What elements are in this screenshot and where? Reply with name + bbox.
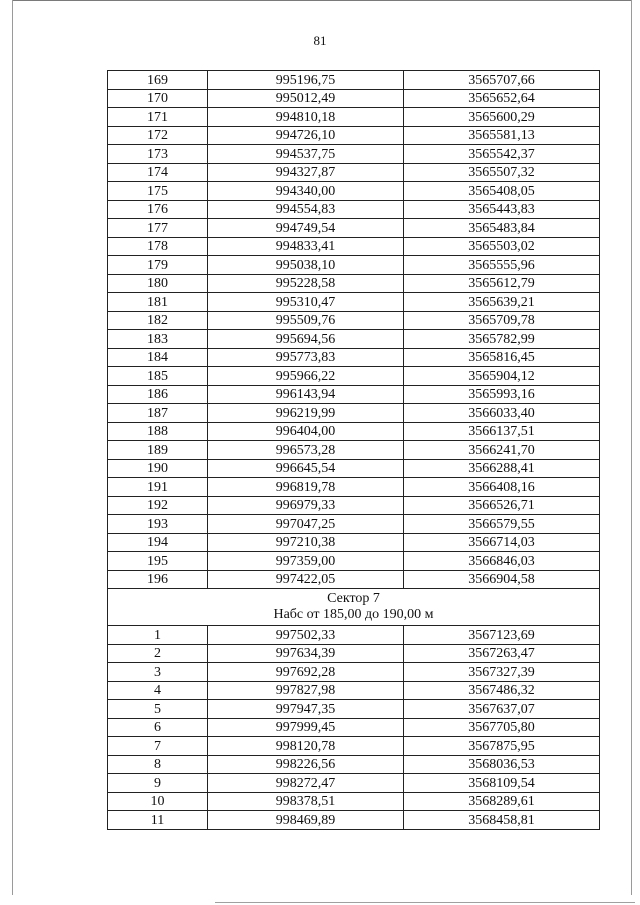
point-number-cell: 189 bbox=[108, 441, 208, 460]
sector-header-cell bbox=[108, 589, 600, 626]
y-coordinate-cell: 3568458,81 bbox=[404, 811, 600, 830]
x-coordinate-cell: 997047,25 bbox=[208, 515, 404, 534]
y-coordinate-cell: 3565707,66 bbox=[404, 71, 600, 90]
y-coordinate-cell: 3565555,96 bbox=[404, 256, 600, 275]
table-row bbox=[108, 755, 600, 774]
x-coordinate-cell: 995773,83 bbox=[208, 348, 404, 367]
point-number-cell: 192 bbox=[108, 496, 208, 515]
x-coordinate-cell: 996404,00 bbox=[208, 422, 404, 441]
point-number-cell: 194 bbox=[108, 533, 208, 552]
coordinates-body-top bbox=[108, 71, 600, 589]
point-number-cell: 173 bbox=[108, 145, 208, 164]
x-coordinate-cell: 997999,45 bbox=[208, 718, 404, 737]
point-number-cell: 178 bbox=[108, 237, 208, 256]
point-number-cell: 182 bbox=[108, 311, 208, 330]
y-coordinate-cell: 3565612,79 bbox=[404, 274, 600, 293]
point-number-cell: 169 bbox=[108, 71, 208, 90]
point-number-cell: 11 bbox=[108, 811, 208, 830]
y-coordinate-cell: 3566904,58 bbox=[404, 570, 600, 589]
y-coordinate-cell: 3566846,03 bbox=[404, 552, 600, 571]
table-row bbox=[108, 478, 600, 497]
x-coordinate-cell: 994327,87 bbox=[208, 163, 404, 182]
point-number-cell: 188 bbox=[108, 422, 208, 441]
y-coordinate-cell: 3565408,05 bbox=[404, 182, 600, 201]
table-row bbox=[108, 570, 600, 589]
y-coordinate-cell: 3566526,71 bbox=[404, 496, 600, 515]
x-coordinate-cell: 995228,58 bbox=[208, 274, 404, 293]
table-row bbox=[108, 700, 600, 719]
table-row bbox=[108, 663, 600, 682]
x-coordinate-cell: 996819,78 bbox=[208, 478, 404, 497]
x-coordinate-cell: 995966,22 bbox=[208, 367, 404, 386]
y-coordinate-cell: 3567263,47 bbox=[404, 644, 600, 663]
point-number-cell: 193 bbox=[108, 515, 208, 534]
table-row bbox=[108, 626, 600, 645]
y-coordinate-cell: 3567875,95 bbox=[404, 737, 600, 756]
y-coordinate-cell: 3565816,45 bbox=[404, 348, 600, 367]
table-row bbox=[108, 126, 600, 145]
point-number-cell: 180 bbox=[108, 274, 208, 293]
x-coordinate-cell: 996219,99 bbox=[208, 404, 404, 423]
point-number-cell: 191 bbox=[108, 478, 208, 497]
y-coordinate-cell: 3565483,84 bbox=[404, 219, 600, 238]
table-row bbox=[108, 274, 600, 293]
y-coordinate-cell: 3565652,64 bbox=[404, 89, 600, 108]
sector-subtitle: Набс от 185,00 до 190,00 м bbox=[273, 607, 434, 622]
y-coordinate-cell: 3568109,54 bbox=[404, 774, 600, 793]
y-coordinate-cell: 3566288,41 bbox=[404, 459, 600, 478]
y-coordinate-cell: 3568036,53 bbox=[404, 755, 600, 774]
point-number-cell: 8 bbox=[108, 755, 208, 774]
table-row bbox=[108, 219, 600, 238]
table-row bbox=[108, 163, 600, 182]
x-coordinate-cell: 996143,94 bbox=[208, 385, 404, 404]
x-coordinate-cell: 994749,54 bbox=[208, 219, 404, 238]
x-coordinate-cell: 998469,89 bbox=[208, 811, 404, 830]
table-row bbox=[108, 200, 600, 219]
coordinates-table bbox=[107, 70, 600, 830]
table-row bbox=[108, 422, 600, 441]
table-row bbox=[108, 311, 600, 330]
x-coordinate-cell: 997359,00 bbox=[208, 552, 404, 571]
table-row bbox=[108, 404, 600, 423]
y-coordinate-cell: 3565581,13 bbox=[404, 126, 600, 145]
y-coordinate-cell: 3567637,07 bbox=[404, 700, 600, 719]
x-coordinate-cell: 997634,39 bbox=[208, 644, 404, 663]
x-coordinate-cell: 996645,54 bbox=[208, 459, 404, 478]
x-coordinate-cell: 998120,78 bbox=[208, 737, 404, 756]
y-coordinate-cell: 3566137,51 bbox=[404, 422, 600, 441]
table-row bbox=[108, 293, 600, 312]
point-number-cell: 9 bbox=[108, 774, 208, 793]
scan-frame-bottom bbox=[215, 902, 635, 903]
point-number-cell: 6 bbox=[108, 718, 208, 737]
table-row bbox=[108, 644, 600, 663]
x-coordinate-cell: 997422,05 bbox=[208, 570, 404, 589]
table-row bbox=[108, 237, 600, 256]
table-row bbox=[108, 792, 600, 811]
y-coordinate-cell: 3565443,83 bbox=[404, 200, 600, 219]
sector-header-body bbox=[108, 589, 600, 626]
table-row bbox=[108, 367, 600, 386]
x-coordinate-cell: 997692,28 bbox=[208, 663, 404, 682]
table-row bbox=[108, 737, 600, 756]
y-coordinate-cell: 3567705,80 bbox=[404, 718, 600, 737]
x-coordinate-cell: 997210,38 bbox=[208, 533, 404, 552]
table-row bbox=[108, 459, 600, 478]
table-row bbox=[108, 348, 600, 367]
x-coordinate-cell: 995196,75 bbox=[208, 71, 404, 90]
y-coordinate-cell: 3565709,78 bbox=[404, 311, 600, 330]
x-coordinate-cell: 997827,98 bbox=[208, 681, 404, 700]
sector-header-row bbox=[108, 589, 600, 626]
scan-frame-left bbox=[12, 0, 13, 895]
scan-frame-top bbox=[12, 0, 632, 1]
table-row bbox=[108, 718, 600, 737]
point-number-cell: 179 bbox=[108, 256, 208, 275]
point-number-cell: 183 bbox=[108, 330, 208, 349]
y-coordinate-cell: 3568289,61 bbox=[404, 792, 600, 811]
x-coordinate-cell: 995012,49 bbox=[208, 89, 404, 108]
y-coordinate-cell: 3566579,55 bbox=[404, 515, 600, 534]
point-number-cell: 174 bbox=[108, 163, 208, 182]
x-coordinate-cell: 994833,41 bbox=[208, 237, 404, 256]
y-coordinate-cell: 3565600,29 bbox=[404, 108, 600, 127]
point-number-cell: 1 bbox=[108, 626, 208, 645]
point-number-cell: 190 bbox=[108, 459, 208, 478]
y-coordinate-cell: 3566714,03 bbox=[404, 533, 600, 552]
x-coordinate-cell: 994810,18 bbox=[208, 108, 404, 127]
point-number-cell: 5 bbox=[108, 700, 208, 719]
table-row bbox=[108, 256, 600, 275]
point-number-cell: 187 bbox=[108, 404, 208, 423]
point-number-cell: 172 bbox=[108, 126, 208, 145]
point-number-cell: 185 bbox=[108, 367, 208, 386]
scan-frame-right bbox=[631, 0, 632, 895]
table-row bbox=[108, 330, 600, 349]
y-coordinate-cell: 3565542,37 bbox=[404, 145, 600, 164]
point-number-cell: 3 bbox=[108, 663, 208, 682]
x-coordinate-cell: 996979,33 bbox=[208, 496, 404, 515]
point-number-cell: 175 bbox=[108, 182, 208, 201]
table-row bbox=[108, 182, 600, 201]
point-number-cell: 10 bbox=[108, 792, 208, 811]
coordinates-body-bottom bbox=[108, 626, 600, 830]
y-coordinate-cell: 3565639,21 bbox=[404, 293, 600, 312]
y-coordinate-cell: 3565993,16 bbox=[404, 385, 600, 404]
y-coordinate-cell: 3565782,99 bbox=[404, 330, 600, 349]
table-row bbox=[108, 108, 600, 127]
x-coordinate-cell: 998272,47 bbox=[208, 774, 404, 793]
table-row bbox=[108, 774, 600, 793]
x-coordinate-cell: 994554,83 bbox=[208, 200, 404, 219]
table-row bbox=[108, 515, 600, 534]
point-number-cell: 184 bbox=[108, 348, 208, 367]
y-coordinate-cell: 3567123,69 bbox=[404, 626, 600, 645]
table-row bbox=[108, 811, 600, 830]
table-row bbox=[108, 681, 600, 700]
x-coordinate-cell: 995509,76 bbox=[208, 311, 404, 330]
table-row bbox=[108, 385, 600, 404]
point-number-cell: 186 bbox=[108, 385, 208, 404]
point-number-cell: 181 bbox=[108, 293, 208, 312]
x-coordinate-cell: 995310,47 bbox=[208, 293, 404, 312]
page-number: 81 bbox=[313, 33, 327, 48]
y-coordinate-cell: 3566033,40 bbox=[404, 404, 600, 423]
table-row bbox=[108, 496, 600, 515]
table-row bbox=[108, 145, 600, 164]
x-coordinate-cell: 998226,56 bbox=[208, 755, 404, 774]
point-number-cell: 170 bbox=[108, 89, 208, 108]
x-coordinate-cell: 995038,10 bbox=[208, 256, 404, 275]
y-coordinate-cell: 3565503,02 bbox=[404, 237, 600, 256]
point-number-cell: 196 bbox=[108, 570, 208, 589]
x-coordinate-cell: 994340,00 bbox=[208, 182, 404, 201]
x-coordinate-cell: 995694,56 bbox=[208, 330, 404, 349]
table-row bbox=[108, 71, 600, 90]
y-coordinate-cell: 3565904,12 bbox=[404, 367, 600, 386]
table-row bbox=[108, 89, 600, 108]
point-number-cell: 171 bbox=[108, 108, 208, 127]
x-coordinate-cell: 997947,35 bbox=[208, 700, 404, 719]
y-coordinate-cell: 3565507,32 bbox=[404, 163, 600, 182]
y-coordinate-cell: 3567486,32 bbox=[404, 681, 600, 700]
y-coordinate-cell: 3566408,16 bbox=[404, 478, 600, 497]
x-coordinate-cell: 998378,51 bbox=[208, 792, 404, 811]
table-row bbox=[108, 441, 600, 460]
point-number-cell: 176 bbox=[108, 200, 208, 219]
x-coordinate-cell: 994537,75 bbox=[208, 145, 404, 164]
table-row bbox=[108, 533, 600, 552]
point-number-cell: 195 bbox=[108, 552, 208, 571]
point-number-cell: 2 bbox=[108, 644, 208, 663]
sector-title: Сектор 7 bbox=[327, 591, 380, 606]
point-number-cell: 7 bbox=[108, 737, 208, 756]
x-coordinate-cell: 997502,33 bbox=[208, 626, 404, 645]
y-coordinate-cell: 3566241,70 bbox=[404, 441, 600, 460]
x-coordinate-cell: 994726,10 bbox=[208, 126, 404, 145]
table-row bbox=[108, 552, 600, 571]
point-number-cell: 4 bbox=[108, 681, 208, 700]
point-number-cell: 177 bbox=[108, 219, 208, 238]
x-coordinate-cell: 996573,28 bbox=[208, 441, 404, 460]
y-coordinate-cell: 3567327,39 bbox=[404, 663, 600, 682]
